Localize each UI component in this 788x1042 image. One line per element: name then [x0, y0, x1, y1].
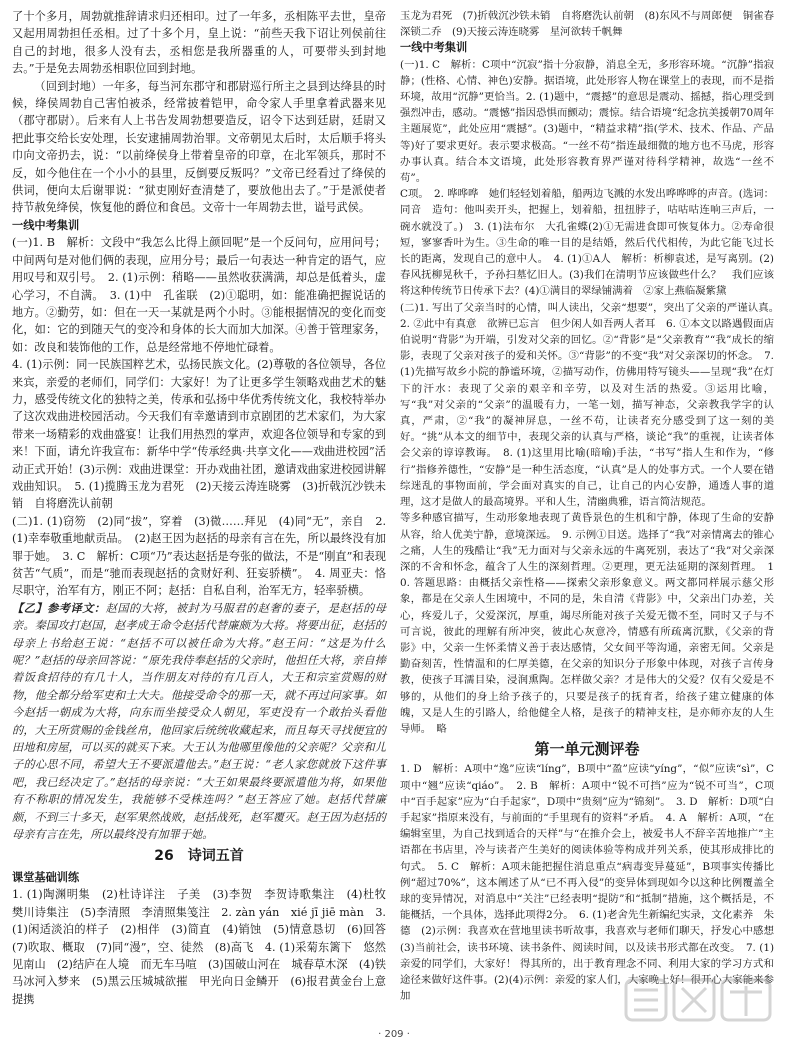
- left-column: [12, 8, 398, 1008]
- watermark-logo-icon: [624, 974, 774, 1030]
- paragraph: 等多种感官描写，生动形象地表现了黄昏景色的生机和宁静，体现了生命的安静从容，给人优美宁静，意境深远。 9. 示例①目送。选择了“我”对亲情离去的锥心之痛，人生的残酷让“我”无力面对与父亲永远的牛离死别，表达了“我”对父亲深深的不舍和怀念，蕴含了人生的深刻哲理。②更理，更无法延期的深刻哲理。 10. 答题思路：由概括父亲性格——探索父亲形象意义。两文都同样展示慈父形象，都是在父亲人生困境中，不同的是，朱自清《背影》中，父亲出门办差，关心，疼爱儿子，父爱深沉，厚重，竭尽所能对孩子关爱无微不至，同时又子与不可言说，彼此的理解有所冲突，彼此心灰意冷，情感有所疏离沉默，《父亲的背影》中，父亲一生怀柔情义善于表达感情，父女间平等沟通，亲密无间。父亲是勤奋刻苦，性情温和的仁厚美德，在父亲的知识分子形象中体现，对孩子言传身教，使孩子耳濡目染，浸润熏陶。怎样做父亲？才是伟大的父爱？仅有父爱是不够的，从他们的身上给予孩子的，只要是孩子的抚育者，给孩子建立健康的体魄，又是人生的引路人，给他健全人格，是孩子的精神支柱，是亦师亦友的人生导师。 略: [400, 512, 774, 735]
- section-heading: 课堂基础训练: [12, 870, 80, 884]
- page-number: · 209 ·: [378, 1029, 410, 1040]
- section-heading: 一线中考集训: [400, 41, 468, 55]
- paragraph: C项。 2. 哗哗哗 她们轻轻划着船，船两边飞溅的水发出哗哗哗的声音。(选词：同音 造句：他叫卖开头，把握上，划着船，扭扭脖子，咕咕咕连响三声后，一碗水就没了。) 3. (1)法布尔 大孔雀蝶(2)①无需进食即可恢复体力。②寿命很短，寥寥香叶为生。③生命的唯一目的是结婚，然后代代相传，为此它能飞过长长的距离，发现自己的意中人。 4. (1)①A人 解析：析柳袁述，是写离别。(2)春风抚柳晃秋千，予孙扫墓忆旧人。(3)我们在清明节应该做些什么？ 我们应该将这种传统节日传承下去？(4)①满目的翠绿铺满着 ②家上燕临凝紫黛: [400, 188, 774, 298]
- translation-paragraph: [12, 600, 386, 844]
- paragraph: 1. D 解析：A项中“逸”应读“líng”，B项中“盈”应读“yíng”，“似”应读“sì”，C项中“翘”应读“qiáo”。 2. B 解析：A项中“锐不可挡”应为“锐不可当”，C项中“百手起家”应为“白手起家”，D项中“贵刻”应为“锦刻”。 3. D 解析：D项“白手起家”指原来没有，与前面的“手里现有的资料”矛盾。 4. A 解析：A项，“在编辑室里，为自己找到适合的天样”与“在推介会上，被爱书人不辞辛苦地推广”主语都在书店里，冷与读者产生美好的阅读体验等构成并列关系，使其形成排比的句式。 5. C 解析：A项未能把握住消息重点“病毒变异蔓延”，B项事实传播比例“超过70%”，这本阐述了从“已不再入侵”的变异体到现如今以这种比例覆盖全球的变异情况，对消息中“关注”已经表明“提防”和“抵制”措施，这个概括是，不能概括，一个具体，选择此项得2分。 6. (1)老舍先生新编纪实录，文化素养 朱德 (2)示例：我喜欢在营地里读书听故事，我喜欢与老师们聊天，抒发心中感想 (3)当前社会，读书环境、读书条件、阅读时间，以及读书形式都在改变。 7. (1)亲爱的同学们，大家好！ 得其所的，出于教育理念不同、利用大家的学习方式和途径来做好这件事。(2)(4)示例：亲爱的家人们，大家晚上好！很开心大家能来参加: [400, 763, 785, 1003]
- paragraph: (二)1. 写出了父亲当时的心情，叫人读出，父亲“想要”，突出了父亲的严谨认真。 2. ②此中有真意 欲辨已忘言 但少闲人如吾两人者耳 6. ①本文以路遇假面店伯说明“背影”为开端，引发对父亲的回忆。②“背影”是“父亲教育”“我”成长的缩影，表现了父亲对孩子的爱和关怀。③“背影”的不变“我”对父亲深切的怀念。 7. (1)先描写故乡小院的静谧环境，②描写动作，仿佛用特写镜头——呈现“我”在灯下的汗水：表现了父亲的艰辛和辛劳，以及对生活的热爱。③运用比喻，写“我”对父亲的“父亲”的温暖有力，一笔一划，描写神态，父亲教我学字的认真，严肃，②“我”的凝神屏息，一丝不苟，让读者充分感受到了这一刻的美好。“挑”从本文的细节中，表现父亲的认真与严格，谈论“我”的重视，让读者体会父亲的谆谆教诲。 8. (1)这里用比喻(暗喻)手法，“书写”指人生和作为，“修行”指修养德性，“安静”是一种生活态度，“认真”是人的处事方式。一个人要在错综迷乱的事物面前，学会面对真实的自己，让自己的内心安静，通透人事的道理，这才是做人的最高境界。平和人生，清幽典雅，语言简洁规范。: [400, 301, 785, 509]
- section-heading: 一线中考集训: [12, 218, 80, 232]
- paragraph: 了十个多月，周勃就推辞请求归还相印。过了一年多，丞相陈平去世，皇帝又起用周勃担任丞相。过了十多个月，皇上说：“前些天我下诏让列侯前往自己的封地，很多人没有去，丞相您是我所器重的人，可要带头到封地去。”于是免去周勃丞相职位回到封地。: [12, 10, 386, 76]
- translation-label: 【乙】参考译文：: [12, 600, 106, 615]
- paragraph: (一)1. C 解析：C项中“沉寂”指十分寂静，消息全无，多形容环境。“沉静”指寂静；(性格、心情、神色)安静。据语境，此处形容人物在课堂上的表现，而不是指环境，故用“沉静”更恰当。2. (1)题中，“震撼”的意思是震动、摇撼，指心理受到强烈冲击，感动。“震憾”指因恐惧而颤动；震惊。结合语境“纪念抗美援朝70周年主题展览”，此处应用“震撼”。(3)题中，“精益求精”指(学术、技术、作品、产品等)好了要求更好。表示要求极高。“一丝不苟”指连最细微的地方也不马虎，形容办事认真。结合本文语境，此处形容教育界严谨对待科学精神，故选“一丝不苟”。: [400, 58, 774, 185]
- paragraph: 1. (1)陶渊明集 (2)杜诗详注 子美 (3)李贺 李贺诗歌集注 (4)杜牧 樊川诗集注 (5)李清照 李清照集笺注 2. zàn yán xié jī jiē màn 3. (1)闲适淡泊的样子 (2)相伴 (3)简直 (4)销蚀 (5)情意恳切 (6)回答 (7)吹取、概取 (7)同“漫”，空、徒然 (8)高飞 4. (1)采菊东篱下 悠然见南山 (2)结庐在人境 而无车马喧 (3)国破山河在 城春草木深 (4)铁马冰河入梦来 (5)黑云压城城欲摧 甲光向日金鳞开 (6)报君黄金台上意 提携: [12, 888, 398, 1006]
- paragraph: 玉龙为君死 (7)折戟沉沙铁未销 自将磨洗认前朝 (8)东风不与周郎便 铜雀春深锁二乔 (9)天接云涛连晓雾 星河欲转千帆舞: [400, 10, 774, 39]
- paragraph: (二)1. (1)窃笏 (2)同“拔”，穿着 (3)微……拜见 (4)同“无”，亲自 2. (1)幸奉敬重地献贡品。 (2)赵王因为赵括的母亲有言在先，所以最终没有加罪于她。 3. C 解析：C项“乃”表达赵括是夸张的做法，不是“刚直”和表现贫苦“气质”，而是“驰而表现赵括的贪财好利、狂妄骄横”。 4. 周亚夫：恪尽职守，治军有方，刚正不阿；赵括：自私自利，治军无方，轻率骄横。: [12, 514, 386, 598]
- unit-title: 第一单元测评卷: [534, 740, 640, 759]
- right-column: [400, 8, 785, 1004]
- paragraph: （回到封地）一年多，每当河东郡守和郡尉巡行所主之县到达绛县的时候，绛侯周勃自己害怕被杀，经常披着铠甲，命令家人手里拿着武器来见（郡守郡尉）。后来有人上书告发周勃想要造反，诏令下达到廷尉，廷尉又把此事交给长安处理，长安逮捕周勃治罪。文帝朝见太后时，太后顺手将头巾向文帝扔去，说：“以前绛侯身上带着皇帝的印章，在北军领兵，那时不反，如今他住在一个小小的县里，反倒要反叛吗？”文帝已经看过了绛侯的供词，便向太后谢罪说：“狱吏刚好查清楚了，要放他出去了。”于是派使者持节赦免绛侯，恢复他的爵位和食邑。文帝十一年周勃去世，谥号武侯。: [12, 79, 386, 215]
- translation-text: 赵国的大将，被封为马服君的赵奢的妻子，是赵括的母亲。秦国攻打赵国，赵孝成王命令赵括代替廉颇为大将。将要出征，赵括的母亲上书给赵王说：“赵括不可以被任命为大将。”赵王问：“这是为什么呢？”赵括的母亲回答说：“原先我侍奉赵括的父亲时，他担任大将，亲自捧着饭食招待的有几十人，当作朋友对待的有几百人，大王和宗室赏赐的财物，他全都分给军吏和士大夫。他接受命令的那一天，就不再过问家事。如今赵括一朝成为大将，向东而坐接受众人朝见，军吏没有一个敢抬头看他的，大王所赏赐的金钱丝帛，他回家后统统收藏起来，而且每天寻找便宜的田地和房屋，可以买的就买下来。大王认为他哪里像他的父亲呢？父亲和儿子的心思不同，希望大王不要派遣他去。”赵王说：“老人家您就放下这件事吧，我已经决定了。”赵括的母亲说：“大王如果最终要派遣他为将，如果他有不称职的情况发生，我能够不受株连吗？”赵王答应了她。赵括代替廉颇，不到三十多天，赵军果然战败，赵括战死，赵军覆灭。赵王因为赵括的母亲有言在先，所以最终没有加罪于她。: [12, 601, 386, 842]
- paragraph: (一)1. B 解析：文段中“我怎么比得上颜回呢”是一个反问句，应用问号；中间两句是对他们俩的表现，应用分号；最后一句表达一种肯定的语气，应用叹号和双引号。 2. (1)示例：稍略——虽然收获满满，却总是低着头，虚心学习，不自满。 3. (1)中 孔雀联 (2)①聪明，如：能准确把握说话的地方。②勤劳，如：但在一天一某就是两个小时。③能根据情况的变化而变化，如：它的到随天气的变冷和身体的长大而加大加深。④善于管理家务，如：改良和装饰他的工作，总是经常地不停地忙碌着。: [12, 236, 386, 354]
- lesson-title: 26 诗词五首: [154, 847, 244, 864]
- paragraph: 4. (1)示例：同一民族国粹艺术，弘扬民族文化。(2)尊敬的各位领导，各位来宾，亲爱的老师们，同学们：大家好！为了让更多学生领略戏曲艺术的魅力，感受传统文化的独特之美，传承和弘扬中华优秀传统文化，我校特举办了这次戏曲进校园活动。今天我们有幸邀请到市京剧团的艺术家们，为大家带来一场精彩的戏曲盛宴！让我们用热烈的掌声，欢迎各位领导和专家的到来！下面，请允许我宣布：新华中学“传承经典·共享文化——戏曲进校园”活动正式开始！(3)示例：戏曲进课堂：开办戏曲社团，邀请戏曲家进校园讲解戏曲知识。 5. (1)揽腾玉龙为君死 (2)天接云涛连晓雾 (3)折戟沉沙铁未销 自将磨洗认前朝: [12, 358, 386, 511]
